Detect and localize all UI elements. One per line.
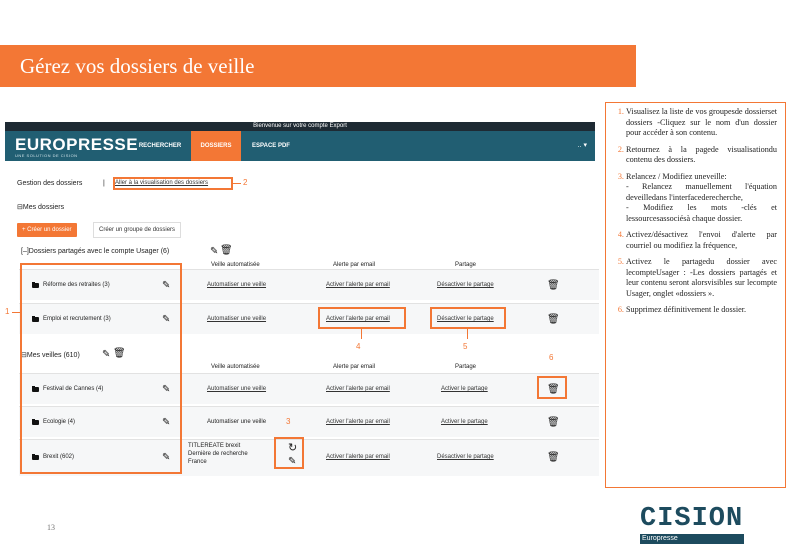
callout-box-6: [537, 376, 567, 399]
dossier-name[interactable]: Brexit (602): [43, 454, 75, 460]
instruction-item: 4. Activez/désactivez l'envoi d'alerte par courriel ou modifiez la fréquence,: [626, 230, 777, 251]
callout-line-1: [12, 312, 20, 313]
share-toggle-link[interactable]: Activer le partage: [441, 419, 488, 425]
trash-icon[interactable]: 🗑: [547, 417, 560, 428]
pencil-icon[interactable]: ✎: [102, 349, 111, 360]
automate-veille-link[interactable]: Automatiser une veille: [207, 419, 267, 425]
trash-icon[interactable]: 🗑: [547, 314, 560, 325]
callout-box-5: [430, 307, 506, 329]
automate-veille-link[interactable]: Automatiser une veille: [207, 386, 267, 392]
header-alerte: Alerte par email: [333, 364, 376, 370]
callout-number-3: 3: [286, 417, 291, 426]
cision-logo: CISION Europresse: [640, 504, 744, 542]
instruction-item: 1. Visualisez la liste de vos groupesde dossierset dossiers -Cliquez sur le nom d'un dossier pour accéder à son contenu.: [626, 107, 777, 139]
alert-email-link[interactable]: Activer l'alerte par email: [326, 282, 390, 288]
callout-number-6: 6: [549, 353, 554, 362]
europresse-logo[interactable]: EUROPRESSE: [15, 135, 139, 154]
share-toggle-link[interactable]: Désactiver le partage: [437, 454, 494, 460]
refresh-icon[interactable]: ↻: [288, 442, 298, 454]
instruction-item: 6. Supprimez définitivement le dossier.: [626, 305, 777, 316]
mes-dossiers-heading[interactable]: ⊟Mes dossiers: [17, 204, 65, 211]
pencil-icon[interactable]: ✎: [162, 417, 171, 428]
dossier-name[interactable]: Festival de Cannes (4): [43, 386, 104, 392]
my-veilles-heading[interactable]: ⊟Mes veilles (610): [21, 352, 80, 359]
callout-box-3: [274, 437, 304, 469]
collapse-icon[interactable]: [–]: [21, 248, 29, 255]
collapse-icon[interactable]: ⊟: [21, 352, 27, 359]
share-toggle-link[interactable]: Désactiver le partage: [437, 316, 494, 322]
header-partage: Partage: [455, 262, 477, 268]
shared-dossiers-heading[interactable]: [–]Dossiers partagés avec le compte Usager (6): [21, 248, 170, 255]
pencil-icon[interactable]: ✎: [162, 280, 171, 291]
top-nav: [5, 131, 595, 161]
breadcrumb-title: Gestion des dossiers: [17, 180, 83, 187]
callout-box-1: [20, 263, 182, 474]
trash-icon[interactable]: 🗑: [113, 348, 126, 359]
trash-icon[interactable]: 🗑: [547, 280, 560, 291]
page-number: 13: [47, 523, 55, 532]
dossier-name[interactable]: Ecologie (4): [43, 419, 76, 425]
collapse-icon[interactable]: ⊟: [17, 204, 23, 211]
pencil-icon[interactable]: ✎: [210, 246, 219, 257]
header-alerte: Alerte par email: [333, 262, 376, 268]
callout-number-4: 4: [356, 342, 361, 351]
alert-email-link[interactable]: Activer l'alerte par email: [326, 419, 390, 425]
logo-tagline: UNE SOLUTION DE CISION: [15, 153, 78, 158]
trash-icon[interactable]: 🗑: [547, 384, 560, 395]
header-veille: Veille automatisée: [211, 364, 260, 370]
share-toggle-link[interactable]: Désactiver le partage: [437, 282, 494, 288]
veille-details: TITLEREATE brexit Dernière de recherche France: [188, 443, 248, 465]
callout-number-1: 1: [5, 307, 10, 316]
alert-email-link[interactable]: Activer l'alerte par email: [326, 386, 390, 392]
automate-veille-link[interactable]: Automatiser une veille: [207, 282, 267, 288]
callout-number-5: 5: [463, 342, 468, 351]
header-partage: Partage: [455, 364, 477, 370]
share-toggle-link[interactable]: Activer le partage: [441, 386, 488, 392]
instruction-item: 3. Relancez / Modifiez uneveille: - Relancez manuellement l'équation deveilledans l'interfacederecherche, - Modifiez les mots -clés et lessourcesassociésà chaque dossier.: [626, 172, 777, 225]
pencil-icon[interactable]: ✎: [162, 384, 171, 395]
trash-icon[interactable]: 🗑: [547, 452, 560, 463]
create-group-button[interactable]: Créer un groupe de dossiers: [93, 222, 181, 238]
alert-email-link[interactable]: Activer l'alerte par email: [326, 316, 390, 322]
nav-espace-pdf[interactable]: ESPACE PDF: [252, 143, 290, 149]
nav-rechercher[interactable]: RECHERCHER: [138, 143, 182, 149]
callout-line-2: [233, 183, 241, 184]
automate-veille-link[interactable]: Automatiser une veille: [207, 316, 267, 322]
instruction-item: 2. Retournez à la pagede visualisationdu contenu des dossiers.: [626, 145, 777, 166]
pencil-icon[interactable]: ✎: [288, 456, 297, 467]
nav-more[interactable]: .. ▾: [577, 142, 587, 149]
dossier-name[interactable]: Réforme des retraites (3): [43, 282, 110, 288]
nav-dossiers[interactable]: DOSSIERS: [191, 131, 241, 161]
callout-line-5: [467, 329, 468, 339]
alert-email-link[interactable]: Activer l'alerte par email: [326, 454, 390, 460]
pencil-icon[interactable]: ✎: [162, 452, 171, 463]
welcome-bar: Bienvenue sur votre compte Export: [5, 122, 595, 131]
breadcrumb-separator: |: [103, 180, 105, 187]
callout-box-4: [318, 307, 406, 329]
dossier-name[interactable]: Emploi et recrutement (3): [43, 316, 111, 322]
instruction-item: 5. Activez le partagedu dossier avec lecompteUsager : -Les dossiers partagés et leur contenu seront alorsvisibles sur lecompte Usager, onglet «dossiers ».: [626, 257, 777, 299]
instructions-panel: [605, 102, 786, 488]
trash-icon[interactable]: 🗑: [220, 245, 233, 256]
callout-line-4: [361, 329, 362, 339]
create-dossier-button[interactable]: + Créer un dossier: [17, 223, 77, 237]
page-banner: Gérez vos dossiers de veille: [0, 45, 636, 87]
pencil-icon[interactable]: ✎: [162, 314, 171, 325]
header-veille: Veille automatisée: [211, 262, 260, 268]
callout-box-2: [113, 177, 233, 190]
view-dossiers-link[interactable]: Aller à la visualisation des dossiers: [115, 180, 209, 186]
callout-number-2: 2: [243, 178, 248, 187]
